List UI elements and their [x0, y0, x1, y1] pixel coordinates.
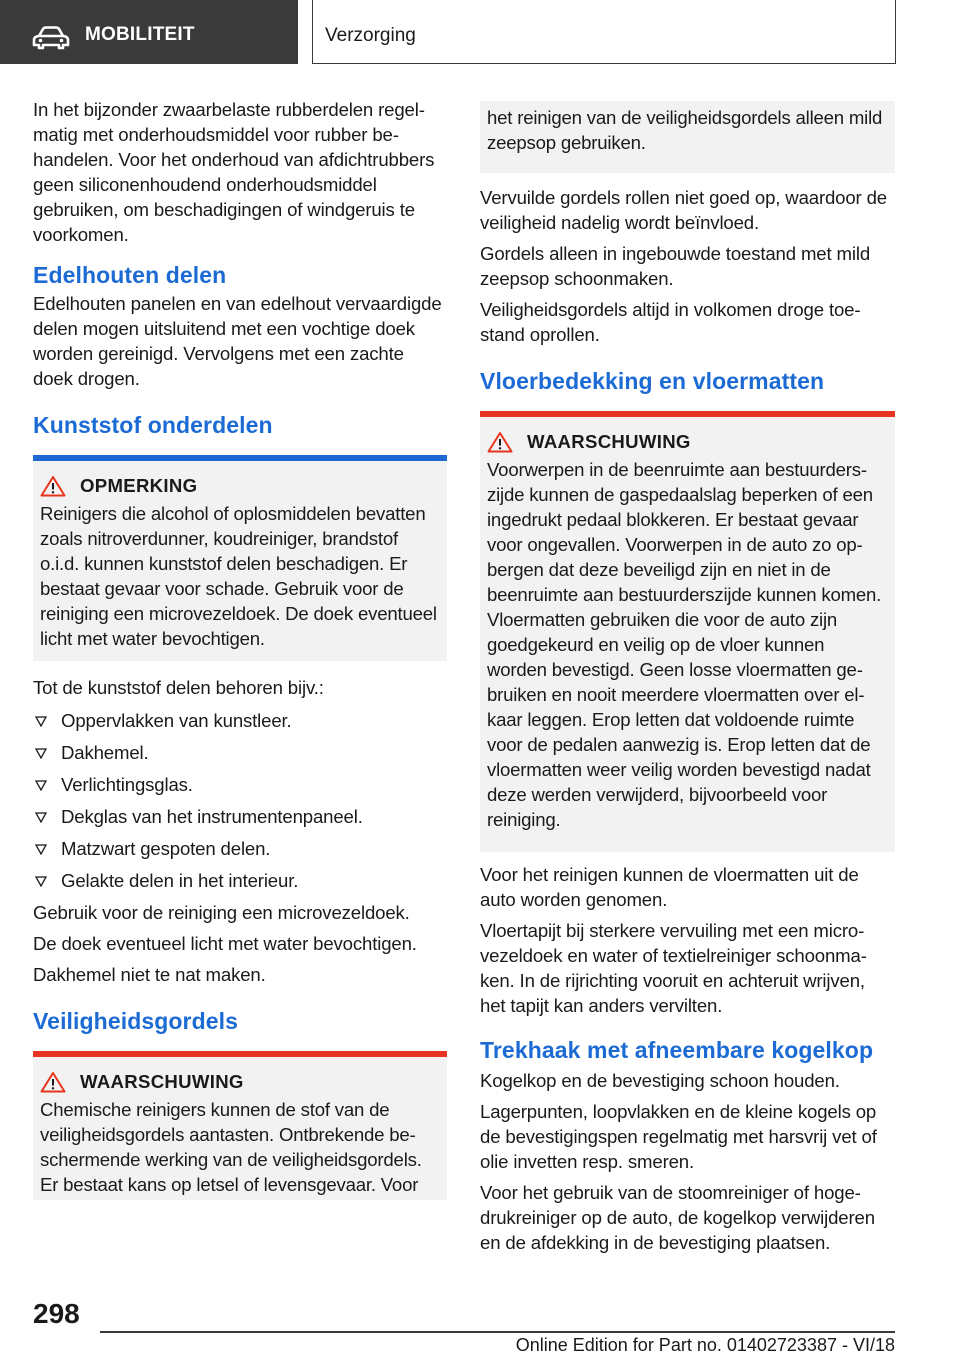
- car-icon: [32, 26, 70, 50]
- bullet-triangle-icon: [35, 716, 47, 727]
- section-title: MOBILITEIT: [85, 24, 195, 45]
- paragraph-belt-dirty: Vervuilde gordels rollen niet goed op, waardoor de veiligheid nadelig wordt beïnvloed.: [480, 187, 888, 233]
- warning-text: Voorwerpen in de beenruimte aan bestuurderszijde kunnen de gaspedaalslag beperken of een ingedrukt pedaal blokkeren. Er bestaat gevaar voor ongevallen. Voorwerpen in de auto zo opbergen dat deze beveiligd zijn en niet in de beenruimte aan bestuurderszijde kunnen komen. Vloermatten gebruiken die voor de auto zijn goedgekeurd en veilig op de vloer kunnen worden bevestigd. Geen losse vloermatten gebruiken en nooit meerdere vloermatten over elkaar leggen. Erop letten dat voldoende ruimte voor de pedalen aanwezig is. Erop letten dat de vloermatten weer veilig worden bevestigd nadat deze werden verwijderd, bijvoorbeeld voor reiniging.: [487, 459, 882, 830]
- paragraph-roof: Dakhemel niet te nat maken.: [33, 964, 266, 985]
- warning-triangle-icon: [487, 431, 513, 453]
- warning-text: Chemische reinigers kunnen de stof van de veiligheidsgordels aantasten. Ontbrekende beschermende werking van de veiligheidsgordels. Er bestaat kans op letsel of levensgevaar. Voor: [40, 1099, 422, 1195]
- edition-note: Online Edition for Part no. 01402723387 - VI/18: [515, 1335, 895, 1355]
- left-column: [33, 97, 447, 1200]
- chapter-tab: [312, 0, 896, 64]
- warning-box: [33, 1057, 447, 1200]
- bullet-triangle-icon: [35, 844, 47, 855]
- bullet-triangle-icon: [35, 748, 47, 759]
- note-caption: [40, 475, 440, 497]
- list-item: Verlichtingsglas.: [33, 772, 447, 797]
- right-column: [480, 101, 895, 1261]
- warning-box: [480, 417, 895, 852]
- bullet-triangle-icon: [35, 876, 47, 887]
- heading-belts: Veiligheidsgordels: [33, 1008, 239, 1034]
- paragraph-tow-clean: Kogelkop en de bevestiging schoon houden.: [480, 1070, 840, 1091]
- footer-divider: [100, 1331, 895, 1333]
- paragraph-tow-steam: Voor het gebruik van de stoomreiniger of hogedrukreiniger op de auto, de kogelkop verwijderen en de afdekking in de bevestiging plaatsen.: [480, 1182, 875, 1253]
- paragraph-floor-remove: Voor het reinigen kunnen de vloermatten uit de auto worden genomen.: [480, 864, 859, 910]
- section-tab: [0, 0, 298, 64]
- list-item: Oppervlakken van kunstleer.: [33, 708, 447, 733]
- paragraph-water: De doek eventueel licht met water bevochtigen.: [33, 933, 417, 954]
- bullet-triangle-icon: [35, 780, 47, 791]
- warning-triangle-icon: [40, 1071, 66, 1093]
- paragraph-belt-dry: Veiligheidsgordels altijd in volkomen droge toestand oprollen.: [480, 299, 861, 345]
- warning-text-continued: het reinigen van de veiligheidsgordels alleen mild zeepsop gebruiken.: [487, 107, 883, 153]
- paragraph-belt-clean: Gordels alleen in ingebouwde toestand met mild zeepsop schoonmaken.: [480, 243, 871, 289]
- heading-plastic: Kunststof onderdelen: [33, 412, 273, 438]
- note-box: [33, 461, 447, 661]
- list-item: Gelakte delen in het interieur.: [33, 868, 447, 893]
- heading-wood: Edelhouten delen: [33, 262, 227, 288]
- warning-caption: [40, 1071, 440, 1093]
- list-intro: Tot de kunststof delen behoren bijv.:: [33, 677, 324, 698]
- list-item: Dakhemel.: [33, 740, 447, 765]
- warning-caption: [487, 431, 888, 453]
- chapter-title: Verzorging: [325, 25, 416, 46]
- note-text: Reinigers die alcohol of oplosmiddelen bevatten zoals nitroverdunner, koudreiniger, brandstof o.i.d. kunnen kunststof delen beschadigen. Er bestaat gevaar voor schade. Gebruik voor de reiniging een microvezeldoek. De doek eventueel licht met water bevochtigen.: [40, 503, 437, 649]
- bullet-triangle-icon: [35, 812, 47, 823]
- plastic-parts-list: [33, 708, 447, 893]
- warning-box-continued: [480, 101, 895, 173]
- list-item: Matzwart gespoten delen.: [33, 836, 447, 861]
- paragraph-floor-clean: Vloertapijt bij sterkere vervuiling met een microvezeldoek en water of textielreiniger schoonmaken. In de rijrichting vooruit en achteruit wrijven, het tapijt kan anders vervilten.: [480, 920, 867, 1016]
- heading-floor: Vloerbedekking en vloermatten: [480, 368, 825, 394]
- paragraph-wood: Edelhouten panelen en van edelhout vervaardigde delen mogen uitsluitend met een vochtige doek worden gereinigd. Vervolgens met een zachte doek drogen.: [33, 293, 442, 389]
- paragraph-rubber: In het bijzonder zwaarbelaste rubberdelen regelmatig met onderhoudsmiddel voor rubber behandelen. Voor het onderhoud van afdichtrubbers geen siliconenhoudend onderhoudsmiddel gebruiken, om beschadigingen of windgeruis te voorkomen.: [33, 99, 435, 245]
- page-number: 298: [33, 1298, 80, 1329]
- list-item: Dekglas van het instrumentenpaneel.: [33, 804, 447, 829]
- note-title: OPMERKING: [80, 475, 198, 496]
- paragraph-microfiber: Gebruik voor de reiniging een microvezeldoek.: [33, 902, 410, 923]
- warning-triangle-icon: [40, 475, 66, 497]
- heading-tow: Trekhaak met afneembare kogelkop: [480, 1037, 874, 1063]
- paragraph-tow-grease: Lagerpunten, loopvlakken en de kleine kogels op de bevestigingspen regelmatig met harsvrij vet of olie invetten resp. smeren.: [480, 1101, 877, 1172]
- warning-title: WAARSCHUWING: [527, 431, 691, 452]
- warning-title: WAARSCHUWING: [80, 1071, 244, 1092]
